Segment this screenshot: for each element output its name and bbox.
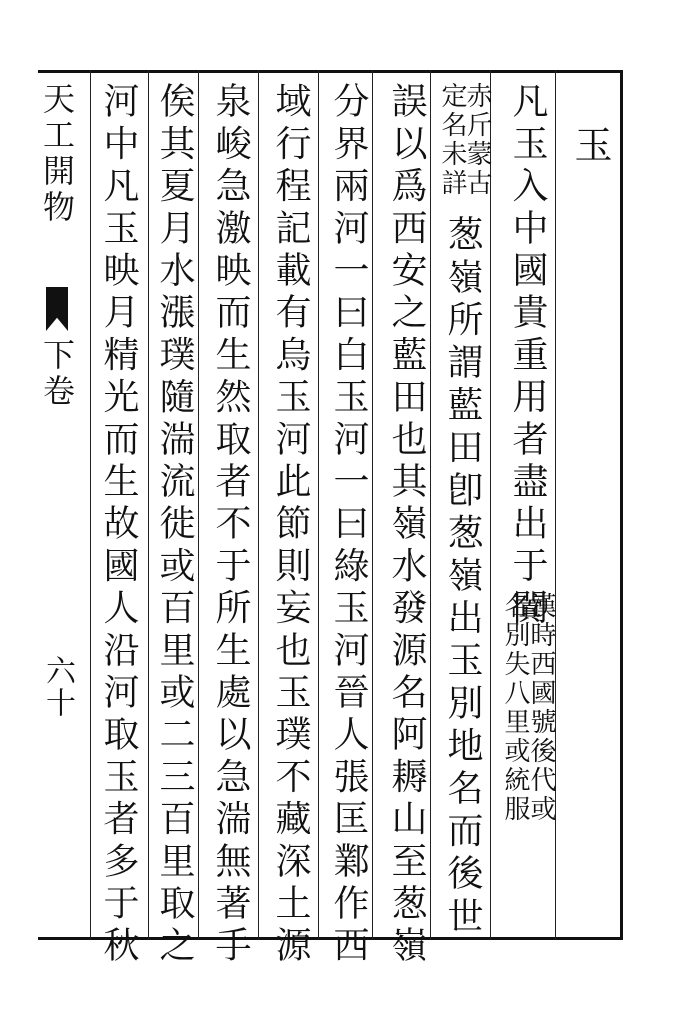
text-column-1: 凡玉入中國貴重用者盡出于闐 [507,82,548,631]
column-rule [258,70,259,940]
text-column-2: 葱嶺所謂藍田卽葱嶺出玉別地名而後世 [442,215,483,940]
text-column-5: 域行程記載有烏玉河此節則妄也玉璞不藏深土源 [270,82,311,969]
text-column-3: 誤以爲西安之藍田也其嶺水發源名阿耨山至葱嶺 [386,82,427,969]
column-rule [372,70,373,940]
column-rule [318,70,319,940]
column-rule [148,70,149,940]
text-column-7: 俟其夏月水漲璞隨湍流徙或百里或二三百里取之 [154,82,195,969]
text-column-6: 泉峻急激映而生然取者不于所生處以急湍無著手 [210,82,251,969]
column-rule [90,70,91,940]
text-column-8: 河中凡玉映月精光而生故國人沿河取玉者多于秋 [98,82,139,969]
column-rule [490,70,491,940]
text-column-4: 分界兩河一曰白玉河一曰綠玉河晉人張匡鄴作西 [328,82,369,969]
folio-number: 六十 [40,655,75,719]
annotation-left: 定名未詳 [437,82,467,198]
section-heading: 玉 [568,125,612,163]
book-title: 天工開物 [38,82,76,226]
volume-label: 下卷 [38,338,76,410]
annotation-right: 赤斤蒙古 [462,82,492,198]
column-rule [430,70,431,940]
annotation-left: 名別失八里或統服 [500,592,530,824]
column-rule [198,70,199,940]
annotation-right: 漢時西國號後代或 [526,592,556,824]
